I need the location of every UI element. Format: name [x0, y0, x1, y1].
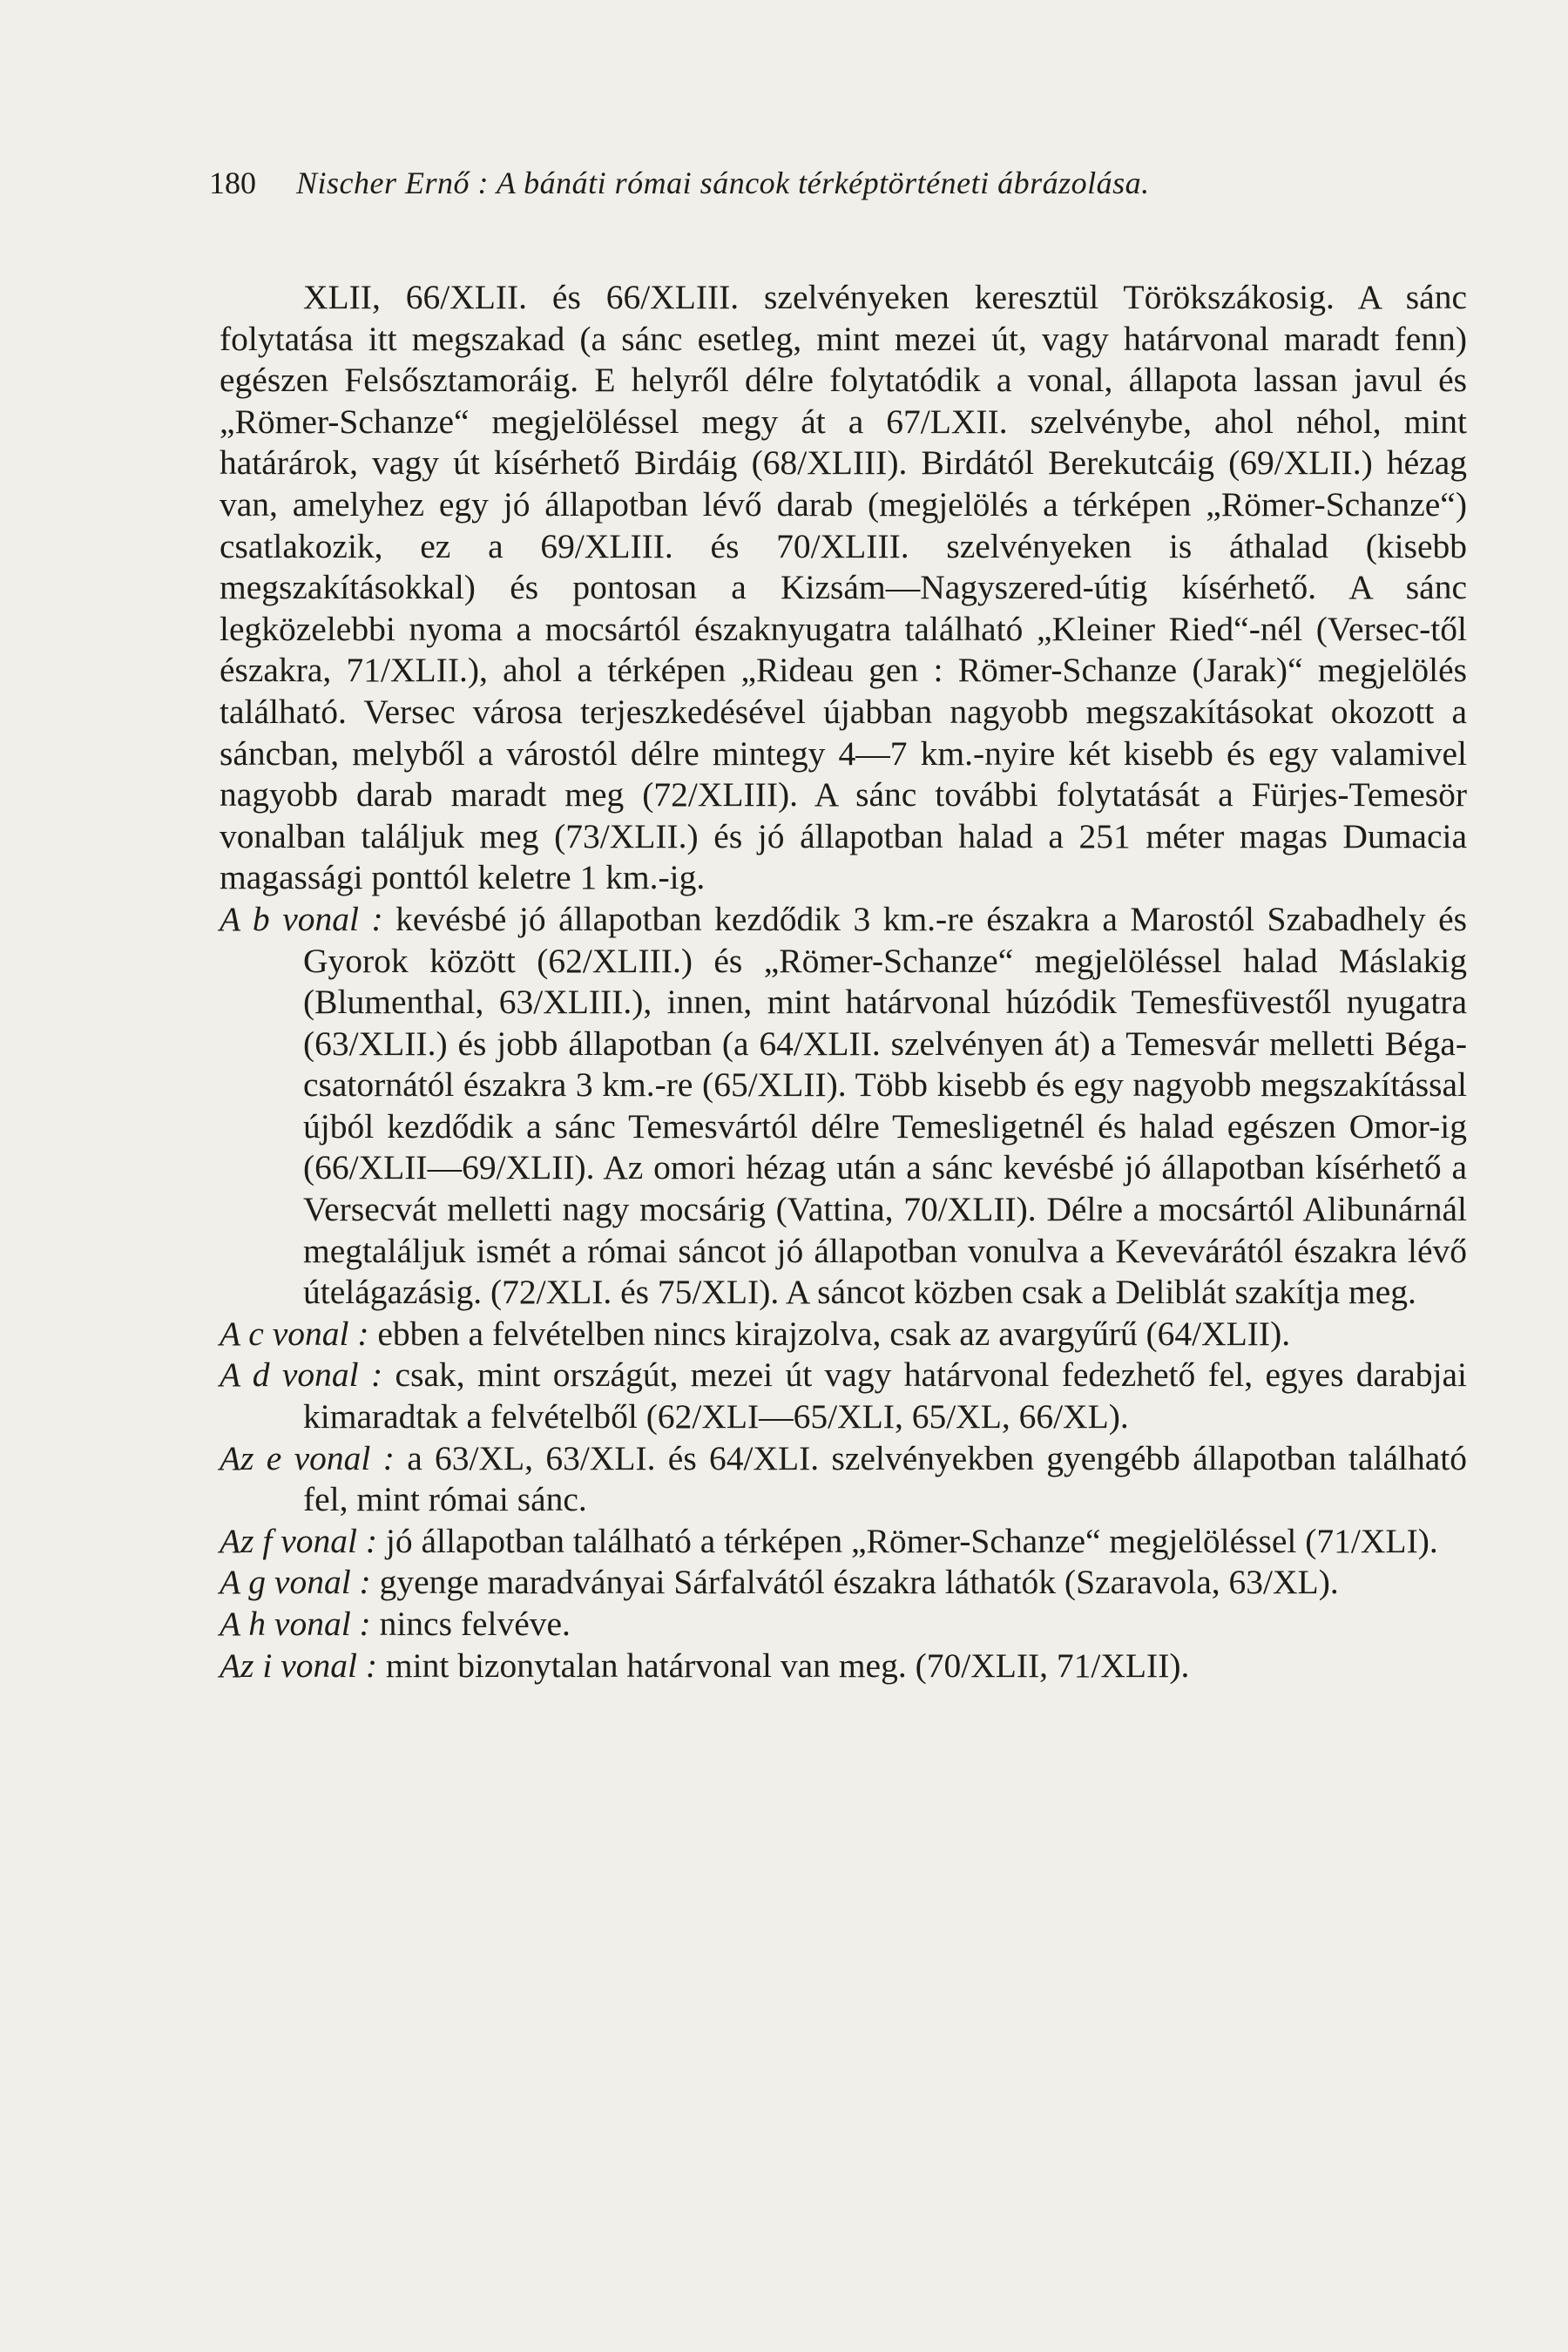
continuation-paragraph: XLII, 66/XLII. és 66/XLIII. szelvényeken keresztül Törökszákosig. A sánc folytatása itt megszakad (a sánc esetleg, mint mezei út, vagy határvonal maradt fenn) egészen Felsősztamoráig. E helyről délre folytatódik a vonal, állapota lassan javul és „Römer-Schanze“ megjelöléssel megy át a 67/LXII. szelvénybe, ahol néhol, mint határárok, vagy út kísérhető Birdáig (68/XLIII). Birdától Berekutcáig (69/XLII.) hézag van, amelyhez egy jó állapotban lévő darab (megjelölés a térképen „Römer-Schanze“) csatlakozik, ez a 69/XLIII. és 70/XLIII. szelvényeken is áthalad (kisebb megszakításokkal) és pontosan a Kizsám—Nagyszered-útig kísérhető. A sánc legközelebbi nyoma a mocsártól északnyugatra található „Kleiner Ried“-nél (Versec-től északra, 71/XLII.), ahol a térképen „Rideau gen : Römer-Schanze (Jarak)“ megjelölés található. Versec városa terjeszkedésével újabban nagyobb megszakításokat okozott a sáncban, melyből a várostól délre mintegy 4—7 km.-nyire két kisebb és egy valamivel nagyobb darab maradt meg (72/XLIII). A sánc további folytatását a Fürjes-Temesör vonalban találjuk meg (73/XLII.) és jó állapotban halad a 251 méter magas Dumacia magassági ponttól keletre 1 km.-ig. [220, 278, 1467, 897]
line-label: A d vonal : [220, 1355, 383, 1395]
line-label: A b vonal : [220, 899, 383, 938]
line-label: A c vonal : [220, 1314, 369, 1353]
line-item-e [220, 1438, 1467, 1521]
line-item-h [220, 1604, 1467, 1646]
line-description: kevésbé jó állapotban kezdődik 3 km.-re északra a Marostól Szabadhely és Gyorok között (62/XLIII.) és „Römer-Schanze“ megjelöléssel halad Máslakig (Blumenthal, 63/XLIII.), innen, mint határvonal húzódik Temesfüvestől nyugatra (63/XLII.) és jobb állapotban (a 64/XLII. szelvényen át) a Temesvár melletti Béga-csatornától északra 3 km.-re (65/XLII). Több kisebb és egy nagyobb megszakítással újból kezdődik a sánc Temesvártól délre Temesligetnél és halad egészen Omor-ig (66/XLII—69/XLII). Az omori hézag után a sánc kevésbé jó állapotban kísérhető a Versecvát melletti nagy mocsárig (Vattina, 70/XLII). Délre a mocsártól Alibunárnál megtaláljuk ismét a római sáncot jó állapotban vonulva a Kevevárától északra lévő útelágazásig. (72/XLI. és 75/XLI). A sáncot közben csak a Deliblát szakítja meg. [303, 899, 1468, 1312]
line-description: nincs felvéve. [379, 1605, 571, 1643]
page-number: 180 [209, 166, 256, 200]
line-description: csak, mint országút, mezei út vagy határvonal fedezhető fel, egyes darabjai kimaradtak a felvételből (62/XLI—65/XLI, 65/XL, 66/XL). [303, 1355, 1468, 1436]
line-item-c [220, 1314, 1467, 1355]
line-label: A h vonal : [220, 1605, 371, 1643]
line-description: a 63/XL, 63/XLI. és 64/XLI. szelvényekben gyengébb állapotban található fel, mint római sánc. [303, 1438, 1467, 1519]
running-title: Nischer Ernő : A bánáti római sáncok térképtörténeti ábrázolása. [296, 166, 1150, 200]
line-label: Az e vonal : [220, 1438, 395, 1477]
line-item-d [220, 1355, 1467, 1437]
line-description: mint bizonytalan határvonal van meg. (70/XLII, 71/XLII). [385, 1646, 1190, 1685]
page-header [209, 164, 1359, 202]
page-body [220, 277, 1467, 1686]
line-description: jó állapotban található a térképen „Römer-Schanze“ megjelöléssel (71/XLI). [385, 1521, 1438, 1560]
line-label: Az i vonal : [220, 1646, 378, 1685]
line-item-i [220, 1646, 1467, 1687]
line-item-b [220, 899, 1467, 1314]
line-item-g [220, 1562, 1467, 1604]
line-item-f [220, 1521, 1467, 1563]
line-description: ebben a felvételben nincs kirajzolva, csak az avargyűrű (64/XLII). [377, 1314, 1291, 1353]
line-description: gyenge maradványai Sárfalvától északra láthatók (Szaravola, 63/XL). [379, 1563, 1339, 1602]
line-label: A g vonal : [220, 1563, 371, 1602]
line-label: Az f vonal : [220, 1521, 378, 1560]
